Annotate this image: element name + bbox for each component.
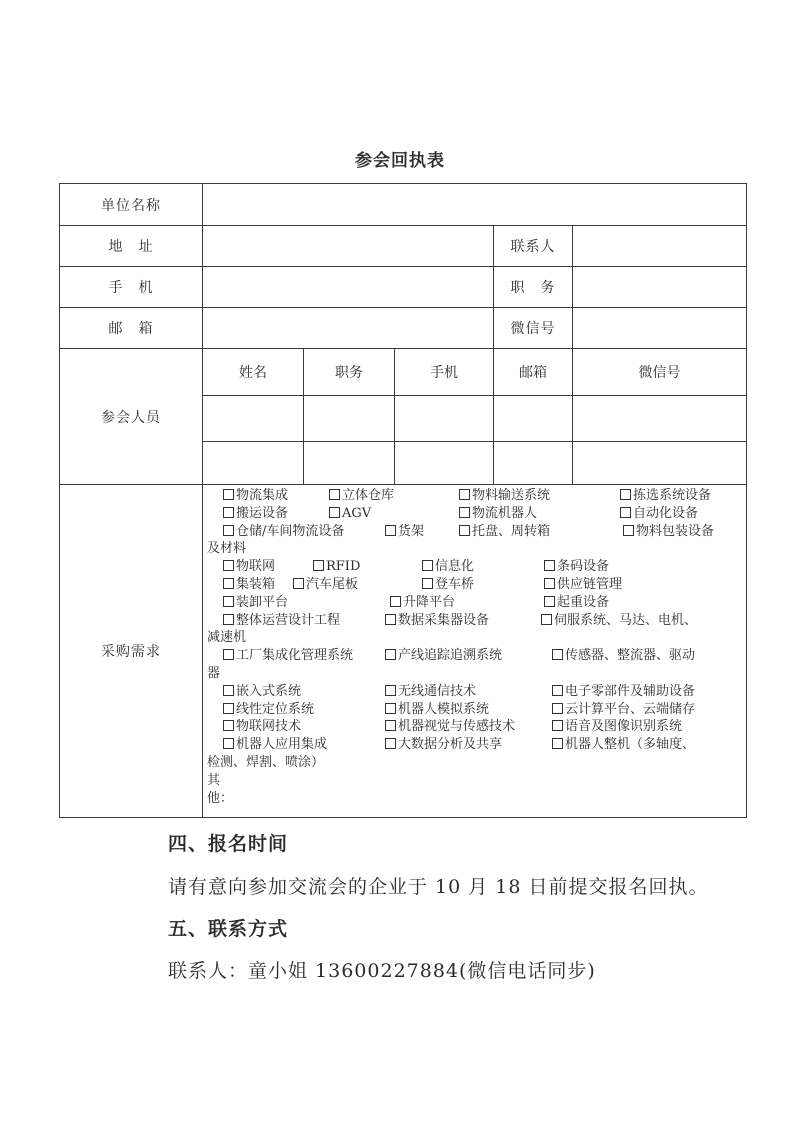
option[interactable]: 线性定位系统: [223, 701, 314, 719]
attendee-header-phone: 手机: [395, 349, 494, 396]
attendee-cell[interactable]: [573, 442, 747, 485]
option[interactable]: 机器视觉与传感技术: [385, 718, 515, 736]
section5-heading: 五、联系方式: [168, 918, 289, 940]
option[interactable]: 条码设备: [544, 558, 609, 576]
procurement-label: 采购需求: [60, 485, 203, 818]
procurement-line: [207, 523, 744, 541]
option[interactable]: 嵌入式系统: [223, 683, 301, 701]
checkbox-icon[interactable]: [623, 525, 634, 536]
section4-heading: 四、报名时间: [168, 833, 289, 855]
checkbox-icon[interactable]: [544, 596, 555, 607]
attendee-header-position: 职务: [304, 349, 395, 396]
phone-label: 手 机: [60, 267, 203, 308]
procurement-line: [207, 612, 744, 630]
option[interactable]: AGV: [329, 505, 371, 523]
checkbox-icon[interactable]: [385, 720, 396, 731]
checkbox-icon[interactable]: [422, 578, 433, 589]
email-label: 邮 箱: [60, 308, 203, 349]
option[interactable]: 货架: [385, 523, 424, 541]
checkbox-icon[interactable]: [223, 703, 234, 714]
option[interactable]: 自动化设备: [620, 505, 698, 523]
option[interactable]: 物料输送系统: [459, 487, 550, 505]
option[interactable]: 数据采集器设备: [385, 612, 489, 630]
option[interactable]: 机器人应用集成: [223, 736, 327, 754]
attendee-cell[interactable]: [304, 442, 395, 485]
checkbox-icon[interactable]: [620, 489, 631, 500]
form-title: 参会回执表: [355, 151, 445, 171]
procurement-line: [207, 576, 744, 594]
contact-field[interactable]: [573, 226, 747, 267]
checkbox-icon[interactable]: [385, 685, 396, 696]
checkbox-icon[interactable]: [541, 614, 552, 625]
checkbox-icon[interactable]: [223, 507, 234, 518]
procurement-line: [207, 558, 744, 576]
option[interactable]: 产线追踪追溯系统: [385, 647, 502, 665]
option[interactable]: 机器人模拟系统: [385, 701, 489, 719]
procurement-line: [207, 505, 744, 523]
checkbox-icon[interactable]: [385, 525, 396, 536]
attendee-cell[interactable]: [573, 396, 747, 442]
option[interactable]: 无线通信技术: [385, 683, 476, 701]
checkbox-icon[interactable]: [544, 560, 555, 571]
checkbox-icon[interactable]: [385, 614, 396, 625]
contact-label: 联系人: [494, 226, 573, 267]
checkbox-icon[interactable]: [385, 649, 396, 660]
procurement-line: [207, 487, 744, 505]
option[interactable]: 立体仓库: [329, 487, 394, 505]
option[interactable]: 大数据分析及共享: [385, 736, 502, 754]
address-field[interactable]: [203, 226, 494, 267]
unit-name-label: 单位名称: [60, 184, 203, 226]
checkbox-icon[interactable]: [223, 720, 234, 731]
attendee-header-name: 姓名: [203, 349, 304, 396]
option[interactable]: 物联网: [223, 558, 275, 576]
option[interactable]: 传感器、整流器、驱动: [552, 647, 695, 665]
checkbox-icon[interactable]: [552, 685, 563, 696]
checkbox-icon[interactable]: [390, 596, 401, 607]
option[interactable]: 物料包装设备: [623, 523, 714, 541]
procurement-wrap: 器: [207, 665, 221, 681]
checkbox-icon[interactable]: [313, 560, 324, 571]
checkbox-icon[interactable]: [223, 525, 234, 536]
phone-field[interactable]: [203, 267, 494, 308]
checkbox-icon[interactable]: [552, 738, 563, 749]
wechat-field[interactable]: [573, 308, 747, 349]
option[interactable]: RFID: [313, 558, 360, 576]
option[interactable]: 拣选系统设备: [620, 487, 711, 505]
procurement-line: [207, 594, 744, 612]
attendee-cell[interactable]: [203, 442, 304, 485]
procurement-options: [203, 485, 747, 818]
registration-form: [59, 183, 747, 818]
option[interactable]: 装卸平台: [223, 594, 288, 612]
checkbox-icon[interactable]: [223, 738, 234, 749]
checkbox-icon[interactable]: [329, 489, 340, 500]
checkbox-icon[interactable]: [544, 578, 555, 589]
option[interactable]: 搬运设备: [223, 505, 288, 523]
wechat-label: 微信号: [494, 308, 573, 349]
procurement-line: [207, 736, 744, 754]
option[interactable]: 升降平台: [390, 594, 455, 612]
attendees-label: 参会人员: [60, 349, 203, 485]
option[interactable]: 物流机器人: [459, 505, 537, 523]
attendee-header-email: 邮箱: [494, 349, 573, 396]
option[interactable]: 工厂集成化管理系统: [223, 647, 353, 665]
checkbox-icon[interactable]: [223, 578, 234, 589]
procurement-wrap: 检测、焊割、喷涂）: [207, 754, 325, 770]
option[interactable]: 汽车尾板: [293, 576, 358, 594]
checkbox-icon[interactable]: [422, 560, 433, 571]
checkbox-icon[interactable]: [552, 649, 563, 660]
option[interactable]: 起重设备: [544, 594, 609, 612]
checkbox-icon[interactable]: [223, 685, 234, 696]
attendee-cell[interactable]: [395, 442, 494, 485]
address-label: 地 址: [60, 226, 203, 267]
checkbox-icon[interactable]: [385, 738, 396, 749]
position-field[interactable]: [573, 267, 747, 308]
other-field[interactable]: 他：: [207, 790, 234, 806]
option[interactable]: 集装箱: [223, 576, 275, 594]
option[interactable]: 整体运营设计工程: [223, 612, 340, 630]
procurement-line: [207, 718, 744, 736]
option[interactable]: 电子零部件及辅助设备: [552, 683, 695, 701]
checkbox-icon[interactable]: [552, 720, 563, 731]
attendee-cell[interactable]: [304, 396, 395, 442]
option[interactable]: 物流集成: [223, 487, 288, 505]
option[interactable]: 伺服系统、马达、电机、: [541, 612, 697, 630]
email-field[interactable]: [203, 308, 494, 349]
checkbox-icon[interactable]: [620, 507, 631, 518]
procurement-line: [207, 701, 744, 719]
option[interactable]: 登车桥: [422, 576, 474, 594]
section5-text: 联系人：童小姐 13600227884(微信电话同步): [168, 960, 596, 982]
checkbox-icon[interactable]: [459, 489, 470, 500]
section4-text: 请有意向参加交流会的企业于 10 月 18 日前提交报名回执。: [168, 876, 709, 898]
attendee-cell[interactable]: [203, 396, 304, 442]
option[interactable]: 供应链管理: [544, 576, 622, 594]
checkbox-icon[interactable]: [385, 703, 396, 714]
checkbox-icon[interactable]: [223, 560, 234, 571]
procurement-wrap: 及材料: [207, 541, 247, 557]
checkbox-icon[interactable]: [459, 525, 470, 536]
checkbox-icon[interactable]: [293, 578, 304, 589]
attendee-cell[interactable]: [494, 396, 573, 442]
option[interactable]: 语音及图像识别系统: [552, 718, 682, 736]
option[interactable]: 托盘、周转箱: [459, 523, 550, 541]
attendee-cell[interactable]: [494, 442, 573, 485]
checkbox-icon[interactable]: [552, 703, 563, 714]
checkbox-icon[interactable]: [459, 507, 470, 518]
checkbox-icon[interactable]: [223, 596, 234, 607]
other-label: 其: [207, 772, 221, 788]
option[interactable]: 信息化: [422, 558, 474, 576]
checkbox-icon[interactable]: [223, 489, 234, 500]
option[interactable]: 机器人整机（多轴度、: [552, 736, 695, 754]
procurement-wrap: 减速机: [207, 630, 247, 646]
attendee-cell[interactable]: [395, 396, 494, 442]
procurement-line: [207, 647, 744, 665]
checkbox-icon[interactable]: [223, 614, 234, 625]
option[interactable]: 仓储/车间物流设备: [223, 523, 344, 541]
checkbox-icon[interactable]: [223, 649, 234, 660]
unit-name-field[interactable]: [203, 184, 747, 226]
procurement-line: [207, 683, 744, 701]
attendee-header-wechat: 微信号: [573, 349, 747, 396]
option[interactable]: 物联网技术: [223, 718, 301, 736]
option[interactable]: 云计算平台、云端储存: [552, 701, 695, 719]
checkbox-icon[interactable]: [329, 507, 340, 518]
position-label: 职 务: [494, 267, 573, 308]
